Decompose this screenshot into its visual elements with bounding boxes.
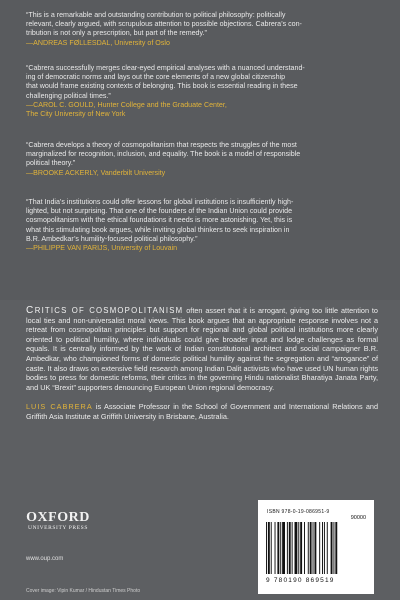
description-lead-smallcaps: RITICS OF COSMOPOLITANISM — [34, 306, 184, 315]
barcode-bar — [271, 522, 272, 574]
review-text: lighted, but not surprising. That one of the founders of the Indian Union could provide — [26, 207, 293, 216]
barcode-bar — [277, 522, 279, 574]
barcode-bar — [289, 522, 291, 574]
review-text: relevant, clearly argued, with scrupulous attention to possible objections. Cabrera’s con- — [26, 20, 302, 29]
barcode-bars — [264, 522, 368, 576]
barcode-digits: 9 780190 869519 — [266, 577, 335, 584]
review-text: challenging political times.” — [26, 91, 111, 100]
barcode-bar — [266, 522, 267, 574]
review-text: “That India’s institutions could offer lessons for global institutions is insufficiently high- — [26, 198, 294, 206]
barcode-bar — [327, 522, 328, 574]
barcode-bar — [292, 522, 293, 574]
price-code: 90000 — [350, 515, 366, 521]
review-text: what this stimulating book argues, while inviting global thinkers to seek inspiration in — [26, 225, 290, 234]
review-block — [26, 64, 378, 119]
barcode-bar — [298, 522, 299, 574]
review-block — [26, 141, 378, 178]
barcode-bar — [319, 522, 320, 574]
publisher-name: OXFORD — [26, 510, 90, 525]
barcode-bar — [310, 522, 312, 574]
barcode-bar — [333, 522, 334, 574]
review-text: cosmopolitanism with the ethical foundations it needs is more astonishing. Yet, this is — [26, 216, 293, 225]
barcode-bar — [308, 522, 309, 574]
barcode-bar — [282, 522, 285, 574]
barcode-bar — [300, 522, 302, 574]
cover-image-credit: Cover image: Vipin Kumar / Hindustan Times Photo — [26, 588, 141, 594]
review-text: marginalized for recognition, inclusion, and equality. The book is a model of responsible — [26, 150, 301, 159]
barcode-bar — [304, 522, 305, 574]
description-lead-initial: C — [26, 305, 35, 316]
review-text: political theory.” — [26, 159, 76, 168]
barcode-bar — [268, 522, 270, 574]
review-block — [26, 11, 378, 48]
barcode-bar — [322, 522, 323, 574]
review-credit-affiliation: The City University of New York — [26, 110, 126, 119]
description-text: often assert that it is arrogant, giving too little attention to local ties and non-universalist moral views. This book argues that an appropriate response involves not a retreat from cosmopolitan principles but support for regional and global political institutions more clearly oriented to political humility, where individuals could give broader input and lodge challenges as formal equals. It is centrally informed by the work of Indian constitutional architect and social campaigner B.R. Ambedkar, who championed forms of domestic political humility against the segregation and “arrogance” of caste. It also draws on extensive field research among Indian Dalit activists who have used UN human rights bodies to press for domestic reforms, their critics in the governing Hindu nationalist Bharatiya Janata Party, and UK “Brexit” supporters denouncing European Union regional democracy. — [26, 306, 378, 392]
barcode-bar — [335, 522, 337, 574]
review-text: “This is a remarkable and outstanding contribution to political philosophy: politically — [26, 11, 286, 19]
barcode-bar — [275, 522, 276, 574]
review-block — [26, 198, 378, 253]
review-text: ing of democratic norms and lays out the core elements of a new global citizenship — [26, 73, 286, 82]
review-credit: —CAROL C. GOULD, Hunter College and the Graduate Center, — [26, 100, 227, 109]
review-credit: —PHILIPPE VAN PARIJS, University of Louvain — [26, 244, 178, 253]
barcode-bar — [313, 522, 314, 574]
author-bio — [26, 402, 378, 421]
description-paragraph — [26, 306, 378, 392]
review-text: “Cabrera develops a theory of cosmopolitanism that respects the struggles of the most — [26, 141, 297, 149]
barcode-bar — [295, 522, 298, 574]
publisher-url: www.oup.com — [26, 556, 64, 562]
barcode — [258, 500, 374, 594]
review-credit: —BROOKE ACKERLY, Vanderbilt University — [26, 168, 166, 177]
publisher-logo — [26, 511, 90, 532]
book-description — [26, 306, 378, 422]
review-text: that would frame existing contexts of belonging. This book is essential reading in these — [26, 82, 298, 91]
barcode-bar — [280, 522, 281, 574]
barcode-bar — [324, 522, 325, 574]
barcode-bar — [314, 522, 316, 574]
review-credit: —ANDREAS FØLLESDAL, University of Oslo — [26, 38, 170, 47]
review-text: tribution is not only a prescription, but part of the remedy.” — [26, 29, 207, 38]
author-bio-text: is Associate Professor in the School of Government and International Relations and Griffith Asia Institute at Griffith University in Brisbane, Australia. — [26, 402, 379, 421]
review-text: “Cabrera successfully merges clear-eyed empirical analyses with a nuanced understand- — [26, 64, 305, 72]
barcode-bar — [331, 522, 333, 574]
barcode-bar — [287, 522, 288, 574]
isbn-label: ISBN 978-0-19-086951-9 — [267, 509, 330, 515]
review-text: B.R. Ambedkar’s humility-focused political philosophy.” — [26, 234, 198, 243]
publisher-subname: UNIVERSITY PRESS — [28, 525, 88, 531]
author-name: LUIS CABRERA — [26, 402, 93, 412]
